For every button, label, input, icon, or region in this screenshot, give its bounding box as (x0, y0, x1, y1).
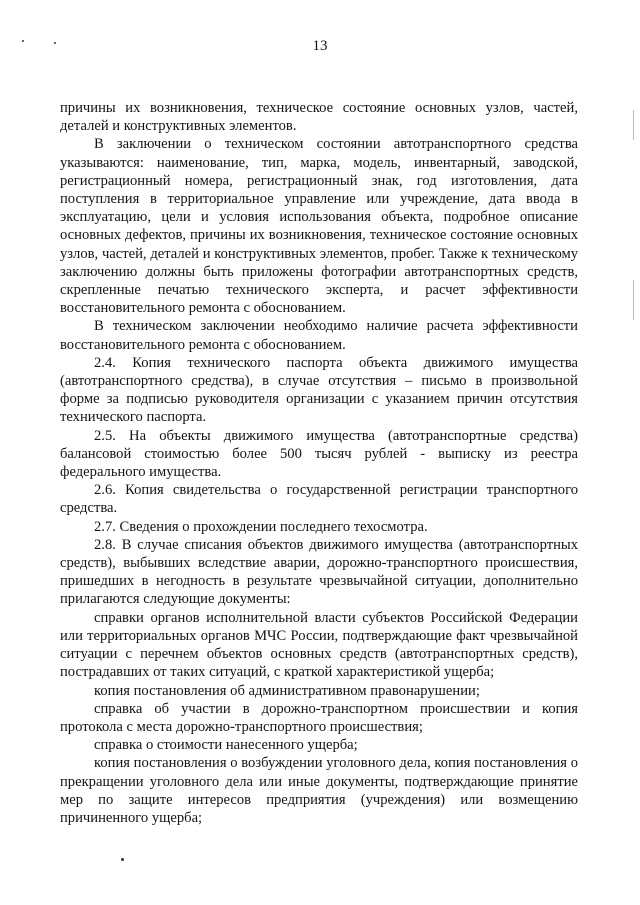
list-item-criminal-case: копия постановления о возбуждении уголовного дела, копия постановления о прекращении уголовного дела или иные документы, подтверждающие принятие мер по защите интересов предприятия (учреждения) или возмещению причиненного ущерба; (60, 755, 578, 826)
paragraph-item-2-7: 2.7. Сведения о прохождении последнего техосмотра. (94, 518, 428, 535)
list-item-administrative-resolution: копия постановления об административном правонарушении; (94, 682, 480, 699)
paragraph-efficiency-calculation: В техническом заключении необходимо наличие расчета эффективности восстановительного ремонта с обоснованием. (60, 318, 578, 353)
scan-speck (54, 42, 56, 44)
paragraph-item-2-6: 2.6. Копия свидетельства о государственной регистрации транспортного средства. (60, 482, 578, 517)
paragraph-item-2-8: 2.8. В случае списания объектов движимого имущества (автотранспортных средств), выбывших вследствие аварии, дорожно-транспортного происшествия, пришедших в негодность в результате чрезвычайной ситуации, дополнительно прилагаются следующие документы: (60, 536, 578, 608)
list-item-emergency-certificates: справки органов исполнительной власти субъектов Российской Федерации или территориальных органов МЧС России, подтверждающие факт чрезвычайной ситуации с перечнем объектов основных средств (автотранспортных средств), пострадавших от таких ситуаций, с краткой характеристикой ущерба; (60, 609, 578, 681)
scan-speck (22, 40, 24, 42)
document-body (60, 99, 578, 827)
list-item-accident-certificate: справка об участии в дорожно-транспортном происшествии и копия протокола с места дорожно-транспортного происшествия; (60, 700, 578, 735)
paragraph-technical-conclusion: В заключении о техническом состоянии автотранспортного средства указываются: наименование, тип, марка, модель, инвентарный, заводской, регистрационный номера, регистрационный знак, год изготовления, дата поступления в территориальное управление или учреждение, дата ввода в эксплуатацию, цели и условия использования объекта, подробное описание основных дефектов, причины их возникновения, техническое состояние основных узлов, частей, деталей и конструктивных элементов, пробег. Также к техническому заключению должны быть приложены фотографии автотранспортных средств, скрепленные печатью технического эксперта, и расчет эффективности восстановительного ремонта с обоснованием. (60, 136, 578, 317)
page-number: 13 (312, 38, 328, 54)
paragraph-item-2-4: 2.4. Копия технического паспорта объекта движимого имущества (автотранспортного средства), в случае отсутствия – письмо в произвольной форме за подписью руководителя организации с указанием причин отсутствия технического паспорта. (60, 354, 578, 426)
scan-edge-mark (633, 110, 634, 140)
list-item-damage-cost: справка о стоимости нанесенного ущерба; (94, 737, 358, 754)
scan-speck (121, 858, 124, 861)
paragraph-continuation: причины их возникновения, техническое состояние основных узлов, частей, деталей и конструктивных элементов. (60, 100, 578, 135)
paragraph-item-2-5: 2.5. На объекты движимого имущества (автотранспортные средства) балансовой стоимостью более 500 тысяч рублей - выписку из реестра федерального имущества. (60, 427, 578, 481)
scan-edge-mark (633, 280, 634, 320)
